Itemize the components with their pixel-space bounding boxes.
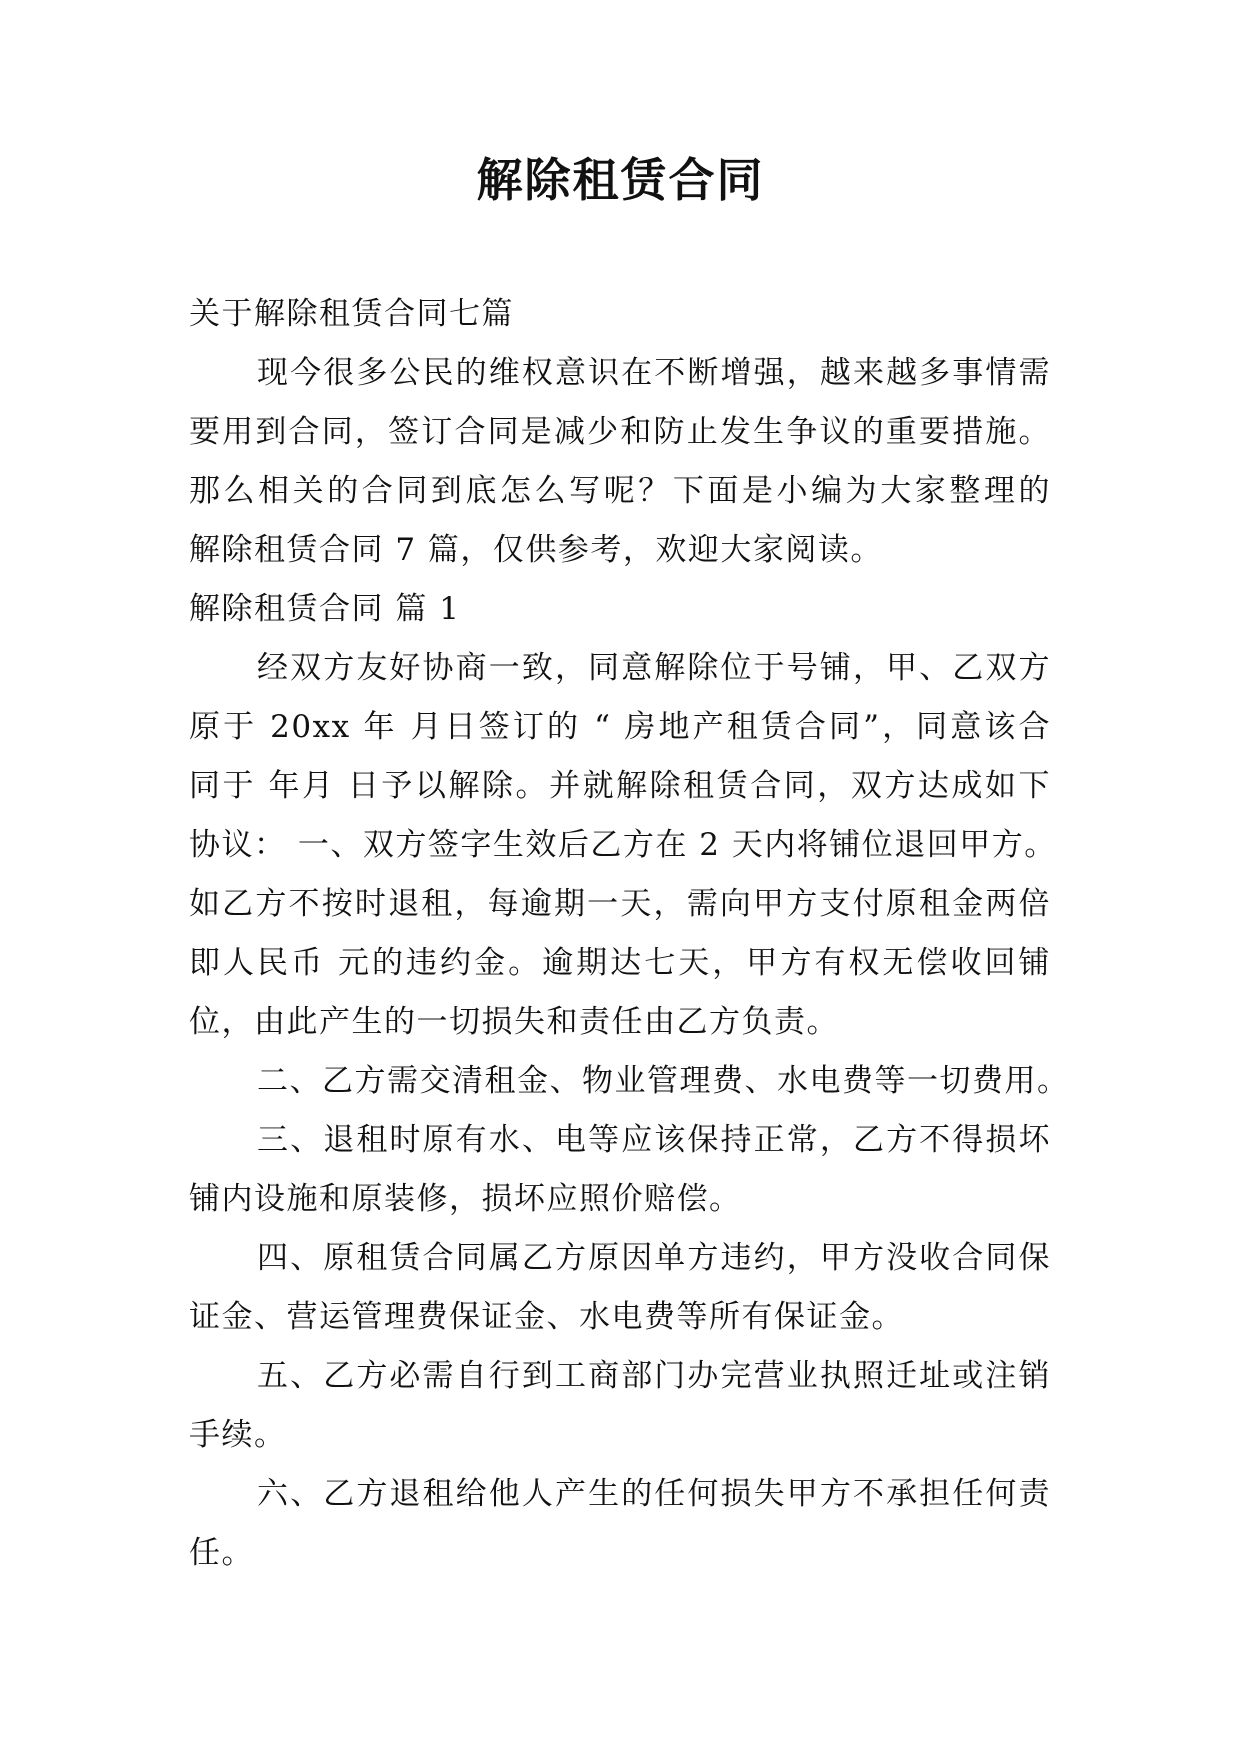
document-body: [189, 285, 1070, 1583]
clause-six: 六、乙方退租给他人产生的任何损失甲方不承担任何责: [257, 1476, 1051, 1512]
clause-four: 四、原租赁合同属乙方原因单方违约，甲方没收合同保: [257, 1240, 1051, 1276]
intro-line-2: 要用到合同，签订合同是减少和防止发生争议的重要措施。: [189, 414, 1051, 450]
document-title: 解除租赁合同: [476, 153, 765, 207]
paragraph-line: 同于 年月 日予以解除。并就解除租赁合同，双方达成如下: [189, 768, 1051, 804]
clause-five: 五、乙方必需自行到工商部门办完营业执照迁址或注销: [257, 1358, 1051, 1394]
intro-line-1: 现今很多公民的维权意识在不断增强，越来越多事情需: [257, 355, 1051, 391]
paragraph-line: 协议： 一、双方签字生效后乙方在 2 天内将铺位退回甲方。: [189, 827, 1057, 863]
clause-five-cont: 手续。: [189, 1417, 287, 1453]
clause-four-cont: 证金、营运管理费保证金、水电费等所有保证金。: [189, 1299, 904, 1335]
paragraph-line: 位，由此产生的一切损失和责任由乙方负责。: [189, 1004, 839, 1040]
section-heading: 解除租赁合同 篇 1: [189, 591, 461, 627]
paragraph-line: 经双方友好协商一致，同意解除位于号铺，甲、乙双方: [257, 650, 1051, 686]
paragraph-line: 原于 20xx 年 月日签订的 “ 房地产租赁合同”，同意该合: [189, 709, 1051, 745]
subtitle-line: 关于解除租赁合同七篇: [189, 296, 514, 332]
clause-six-cont: 任。: [189, 1535, 254, 1571]
clause-three: 三、退租时原有水、电等应该保持正常，乙方不得损坏: [257, 1122, 1051, 1158]
intro-line-3: 那么相关的合同到底怎么写呢？下面是小编为大家整理的: [189, 473, 1051, 509]
paragraph-line: 如乙方不按时退租，每逾期一天，需向甲方支付原租金两倍: [189, 886, 1051, 922]
clause-two: 二、乙方需交清租金、物业管理费、水电费等一切费用。: [257, 1063, 1070, 1099]
intro-line-4: 解除租赁合同 7 篇，仅供参考，欢迎大家阅读。: [189, 532, 883, 568]
paragraph-line: 即人民币 元的违约金。逾期达七天，甲方有权无偿收回铺: [189, 945, 1051, 981]
clause-three-cont: 铺内设施和原装修，损坏应照价赔偿。: [189, 1181, 742, 1217]
